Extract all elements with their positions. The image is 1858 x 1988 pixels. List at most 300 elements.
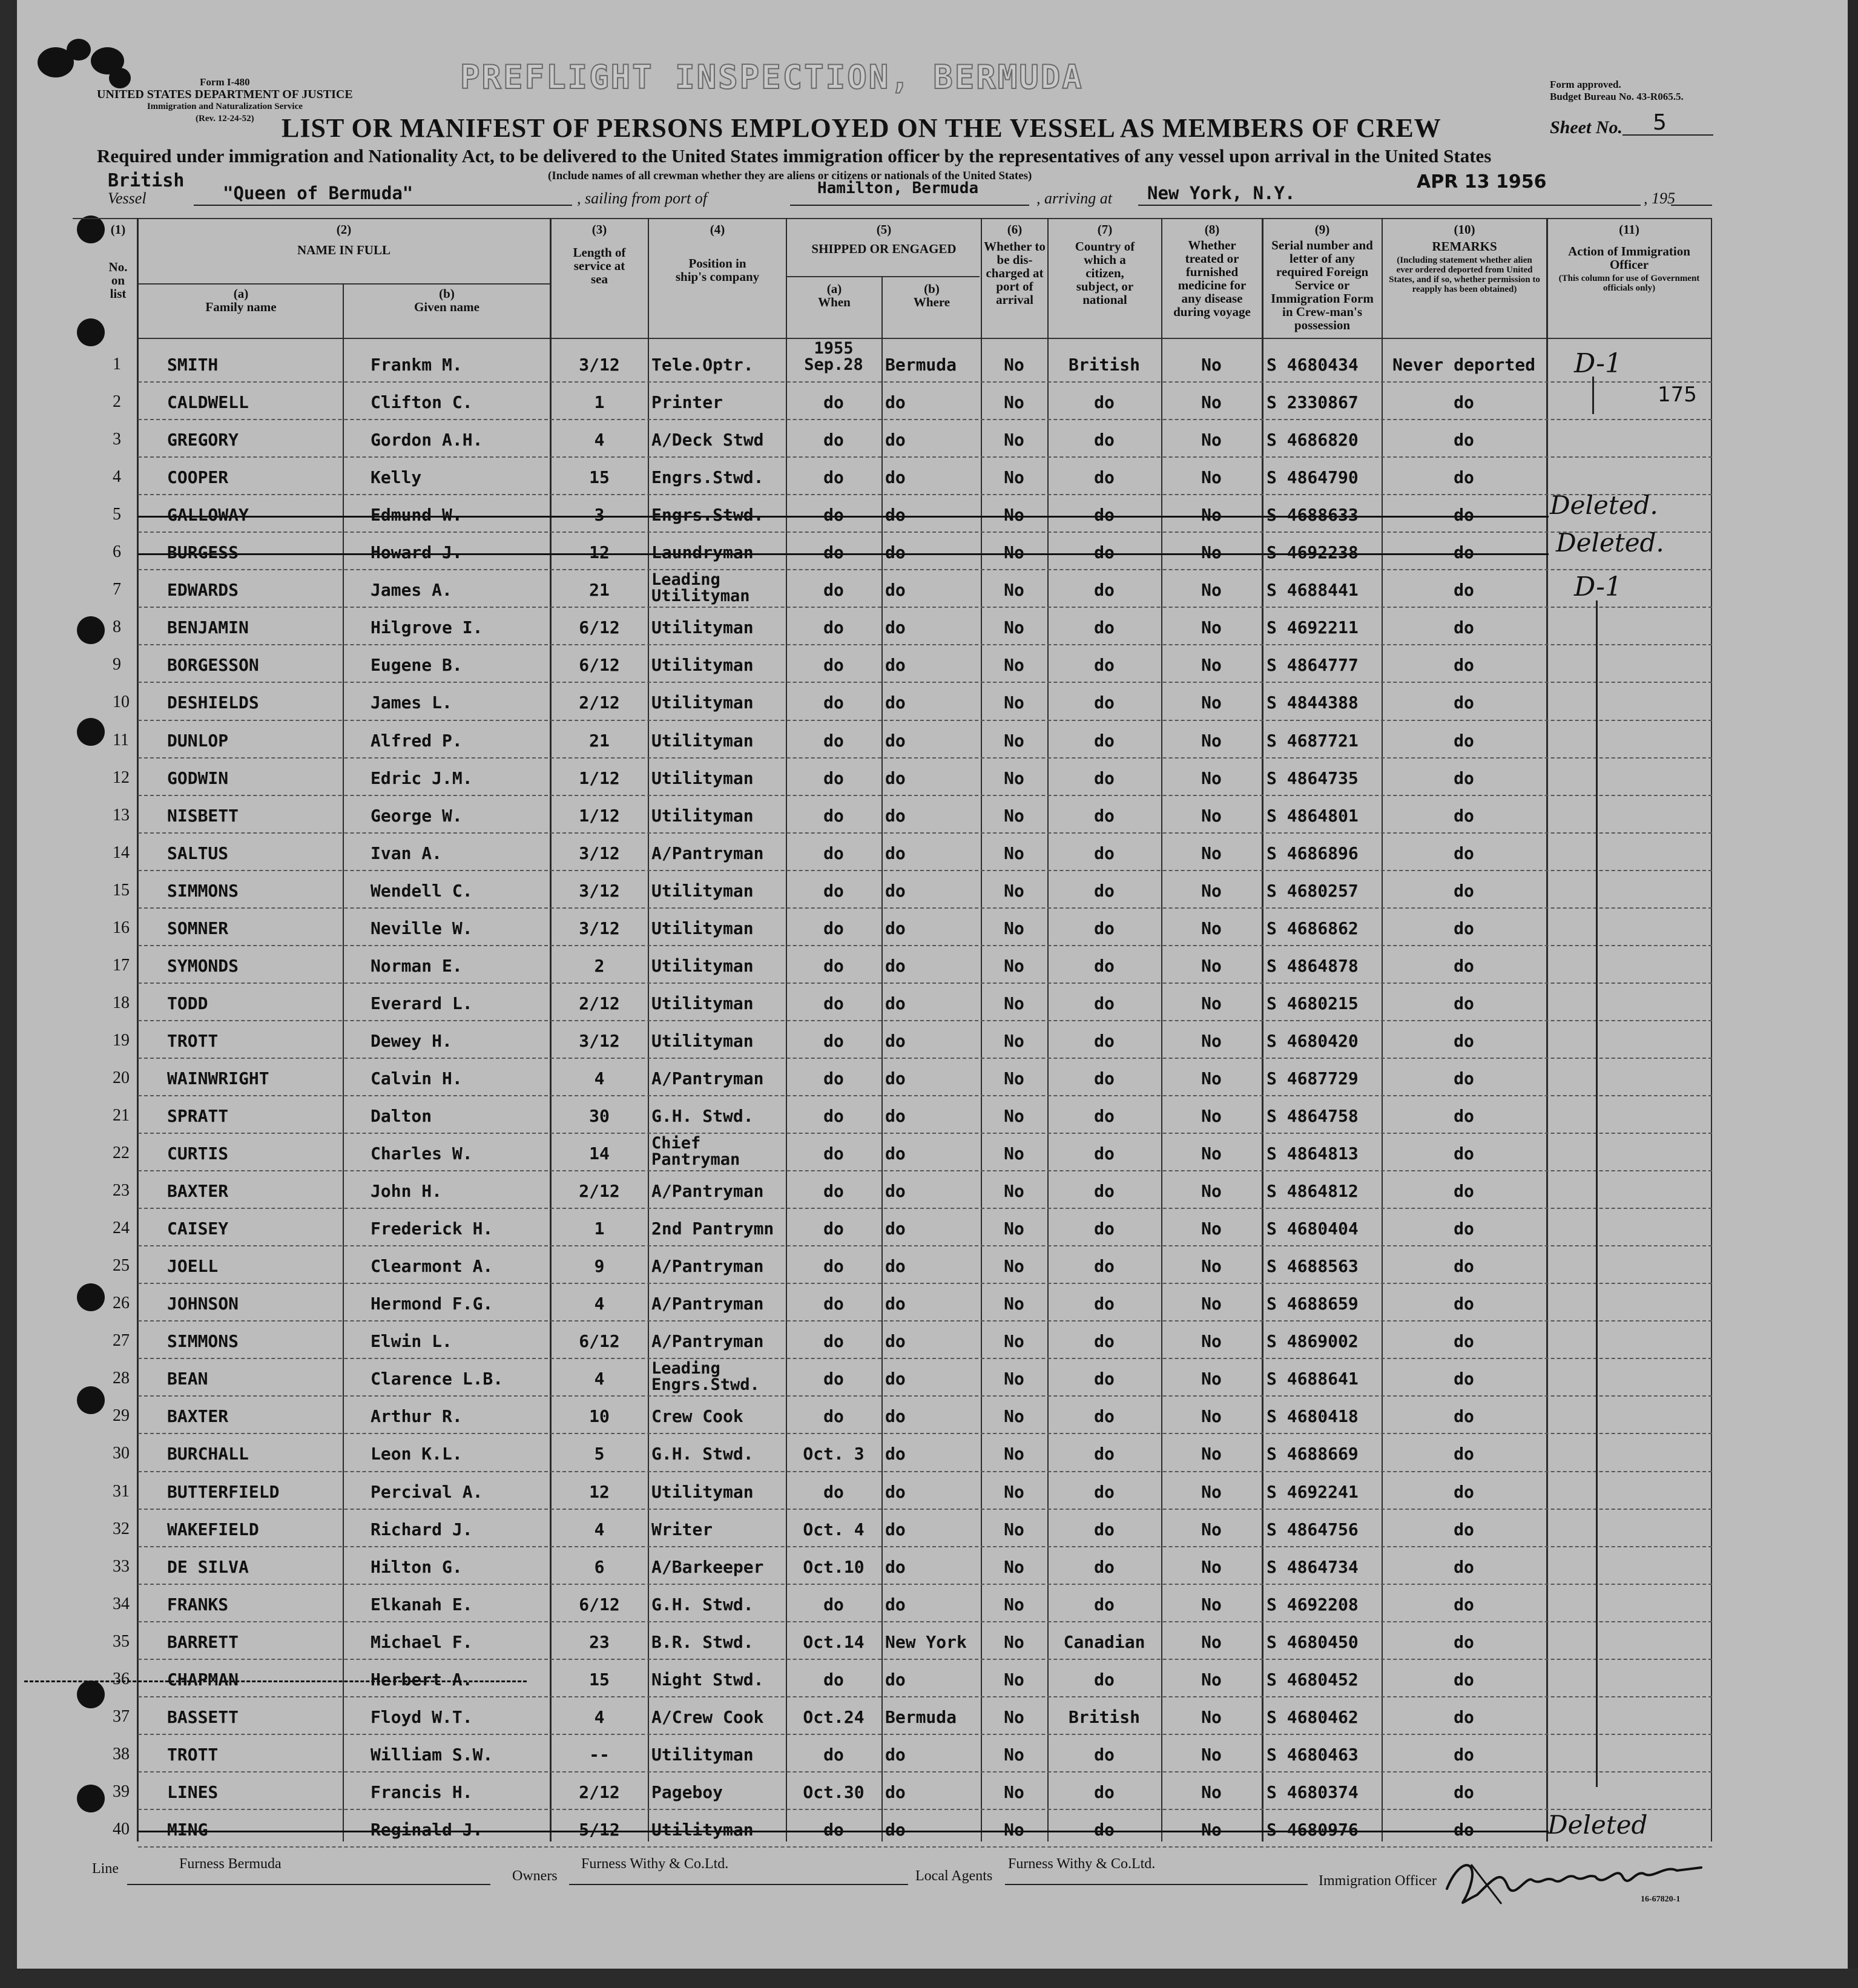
shipped-when: do (823, 1030, 844, 1051)
shipped-when: do (823, 880, 844, 901)
serial-number: S 4680215 (1267, 993, 1359, 1013)
row-number: 7 (113, 580, 121, 599)
col-header-given (345, 287, 549, 314)
col-sublabel: (This column for use of Government officials only) (1558, 274, 1700, 293)
given-name: Herbert A. (371, 1669, 473, 1690)
position (651, 1135, 740, 1168)
position: Utilityman (651, 730, 754, 751)
shipped-where: do (885, 1219, 906, 1239)
table-row (0, 1735, 1858, 1772)
strike-through-line (138, 553, 1549, 555)
shipped-where: do (885, 617, 906, 638)
page-title: LIST OR MANIFEST OF PERSONS EMPLOYED ON THE VESSEL AS MEMBERS OF CREW (282, 113, 1441, 143)
shipped-when: do (823, 655, 844, 676)
col-header-when (788, 282, 880, 309)
serial-number: S 4864801 (1267, 805, 1359, 826)
shipped-where: do (885, 843, 906, 863)
remarks: do (1454, 1669, 1474, 1690)
length-of-service: 21 (589, 580, 610, 601)
position: Pageboy (651, 1782, 723, 1802)
table-row (0, 420, 1858, 458)
discharged: No (1004, 1181, 1024, 1202)
officer-note-deleted: Deleted. (1556, 528, 1664, 558)
serial-number: S 4688441 (1267, 580, 1359, 601)
remarks: do (1454, 1481, 1474, 1502)
remarks: do (1454, 1331, 1474, 1352)
given-name: Edric J.M. (371, 768, 473, 788)
col-header-shipped (788, 223, 980, 255)
row-number: 16 (113, 918, 130, 937)
discharged: No (1004, 1556, 1024, 1577)
col-sublabel: (Including statement whether alien ever ordered deported from United States, and if so, whether permission to reapply has been obtained) (1389, 255, 1540, 294)
discharged: No (1004, 542, 1024, 563)
position: G.H. Stwd. (651, 1106, 754, 1126)
discharged: No (1004, 693, 1024, 713)
family-name: LINES (167, 1782, 219, 1802)
given-name: Hermond F.G. (371, 1294, 493, 1314)
discharged: No (1004, 1331, 1024, 1352)
length-of-service: 4 (594, 1707, 605, 1727)
position: Utilityman (651, 918, 754, 938)
given-name: Hilgrove I. (371, 617, 483, 638)
country: do (1094, 655, 1115, 676)
family-name: BAXTER (167, 1406, 229, 1427)
treated: No (1201, 1256, 1222, 1277)
shipped-when: Oct.10 (803, 1556, 865, 1577)
serial-number: S 4688659 (1267, 1294, 1359, 1314)
shipped-when: Oct. 3 (803, 1444, 865, 1464)
shipped-when: do (823, 955, 844, 976)
given-name: Frederick H. (371, 1219, 493, 1239)
discharged: No (1004, 1631, 1024, 1652)
row-number: 30 (113, 1444, 130, 1463)
shipped-when: do (823, 505, 844, 525)
length-of-service: 4 (594, 1369, 605, 1389)
position: Utilityman (651, 655, 754, 676)
length-of-service: 6 (594, 1556, 605, 1577)
family-name: WAINWRIGHT (167, 1068, 269, 1088)
position: Utilityman (651, 955, 754, 976)
table-row (0, 946, 1858, 984)
strike-through-line (138, 1831, 1549, 1832)
country: do (1094, 580, 1115, 601)
shipped-when: do (823, 1481, 844, 1502)
remarks: do (1454, 1406, 1474, 1427)
family-name: CURTIS (167, 1144, 229, 1164)
shipped-when: do (823, 993, 844, 1013)
table-row (0, 759, 1858, 796)
given-name: Ivan A. (371, 843, 443, 863)
treated: No (1201, 880, 1222, 901)
family-name: MING (167, 1819, 208, 1840)
remarks: do (1454, 655, 1474, 676)
family-name: BURGESS (167, 542, 239, 563)
position-line: Pantryman (651, 1150, 740, 1170)
table-row (0, 1171, 1858, 1209)
length-of-service: 4 (594, 1068, 605, 1088)
family-name: JOHNSON (167, 1294, 239, 1314)
position: Night Stwd. (651, 1669, 764, 1690)
sheet-underline (1622, 134, 1713, 136)
table-row (0, 1134, 1858, 1171)
country: do (1094, 1556, 1115, 1577)
treated: No (1201, 1030, 1222, 1051)
country: do (1094, 1294, 1115, 1314)
shipped-where: do (885, 993, 906, 1013)
col-header-country (1050, 223, 1160, 306)
remarks: do (1454, 1631, 1474, 1652)
col-num: (10) (1454, 222, 1475, 237)
treated: No (1201, 918, 1222, 938)
length-of-service: 1 (594, 392, 605, 413)
discharged: No (1004, 880, 1024, 901)
serial-number: S 4680404 (1267, 1219, 1359, 1239)
shipped-when: Oct.24 (803, 1707, 865, 1727)
given-name: Leon K.L. (371, 1444, 463, 1464)
treated: No (1201, 580, 1222, 601)
treated: No (1201, 843, 1222, 863)
row-number: 36 (113, 1669, 130, 1688)
serial-number: S 4844388 (1267, 693, 1359, 713)
col-label: Family name (205, 300, 277, 314)
given-name: Elkanah E. (371, 1594, 473, 1614)
col-header-position (650, 223, 785, 283)
row-number: 15 (113, 880, 130, 900)
serial-number: S 4680452 (1267, 1669, 1359, 1690)
length-of-service: 12 (589, 1481, 610, 1502)
length-of-service: 4 (594, 1294, 605, 1314)
shipped-date: Sep.28 (804, 355, 863, 374)
remarks: do (1454, 1030, 1474, 1051)
discharged: No (1004, 430, 1024, 450)
row-number: 23 (113, 1181, 130, 1200)
shipped-year: 1955 (814, 339, 854, 358)
shipped-where: Bermuda (885, 355, 957, 375)
serial-number: S 4688633 (1267, 505, 1359, 525)
form-number: Form I-480 (200, 76, 250, 88)
country: do (1094, 1369, 1115, 1389)
shipped-when: do (823, 617, 844, 638)
discharged: No (1004, 1068, 1024, 1088)
family-name: DE SILVA (167, 1556, 249, 1577)
discharged: No (1004, 730, 1024, 751)
col-label: NAME IN FULL (297, 243, 390, 257)
remarks: do (1454, 1519, 1474, 1539)
treated: No (1201, 655, 1222, 676)
position (651, 571, 750, 604)
treated: No (1201, 617, 1222, 638)
footer-underline (127, 1884, 490, 1885)
country: do (1094, 768, 1115, 788)
row-number: 17 (113, 955, 130, 975)
shipped-when: do (823, 1256, 844, 1277)
country: do (1094, 955, 1115, 976)
remarks: do (1454, 880, 1474, 901)
treated: No (1201, 505, 1222, 525)
serial-number: S 4680420 (1267, 1030, 1359, 1051)
family-name: BEAN (167, 1369, 208, 1389)
length-of-service: 3/12 (579, 843, 620, 863)
position: Tele.Optr. (651, 355, 754, 375)
serial-number: S 4680257 (1267, 880, 1359, 901)
given-name: Francis H. (371, 1782, 473, 1802)
given-name: Dalton (371, 1106, 432, 1126)
discharged: No (1004, 1294, 1024, 1314)
row-separator (138, 1846, 1712, 1848)
remarks: do (1454, 1068, 1474, 1088)
serial-number: S 4864790 (1267, 467, 1359, 488)
remarks: do (1454, 1782, 1474, 1802)
given-name: James A. (371, 580, 452, 601)
col-num: (2) (336, 222, 352, 237)
length-of-service: 1 (594, 1219, 605, 1239)
family-name: NISBETT (167, 805, 239, 826)
col-label: Whether treated or furnished medicine for any disease during voyage (1173, 238, 1251, 319)
treated: No (1201, 805, 1222, 826)
shipped-when: do (823, 1369, 844, 1389)
serial-number: S 4680434 (1267, 355, 1359, 375)
family-name: BAXTER (167, 1181, 229, 1202)
position: Utilityman (651, 993, 754, 1013)
country: do (1094, 880, 1115, 901)
col-num: (b) (439, 286, 455, 301)
shipped-when: do (823, 1594, 844, 1614)
serial-number: S 4687721 (1267, 730, 1359, 751)
remarks: do (1454, 1707, 1474, 1727)
given-name: Calvin H. (371, 1068, 463, 1088)
country: do (1094, 1819, 1115, 1840)
treated: No (1201, 1744, 1222, 1765)
strike-through-line (138, 516, 1549, 518)
position: Writer (651, 1519, 713, 1539)
col-label: No. on list (108, 260, 128, 301)
given-name: Clarence L.B. (371, 1369, 504, 1389)
col-num: (6) (1007, 222, 1023, 237)
row-number: 38 (113, 1744, 130, 1763)
sailing-label: , sailing from port of (577, 189, 708, 207)
length-of-service: 5 (594, 1444, 605, 1464)
shipped-where: do (885, 1406, 906, 1427)
family-name: BURCHALL (167, 1444, 249, 1464)
position-line: Leading (651, 570, 720, 590)
row-number: 19 (113, 1030, 130, 1050)
country: do (1094, 542, 1115, 563)
given-name: Neville W. (371, 918, 473, 938)
family-name: SYMONDS (167, 955, 239, 976)
position-line: Leading (651, 1359, 720, 1378)
serial-number: S 4686820 (1267, 430, 1359, 450)
shipped-when: do (823, 693, 844, 713)
row-number: 9 (113, 655, 121, 674)
col-num: (b) (924, 281, 940, 296)
discharged: No (1004, 1707, 1024, 1727)
country: do (1094, 918, 1115, 938)
col-header-name (139, 223, 549, 257)
row-number: 20 (113, 1068, 130, 1087)
country: do (1094, 1744, 1115, 1765)
row-number: 31 (113, 1481, 130, 1501)
remarks: do (1454, 1819, 1474, 1840)
shipped-when: do (823, 1106, 844, 1126)
discharged: No (1004, 617, 1024, 638)
shipped-where: do (885, 730, 906, 751)
country: do (1094, 617, 1115, 638)
year-label: , 195 (1644, 189, 1675, 207)
arrival-date-stamp: APR 13 1956 (1417, 171, 1547, 193)
table-row (0, 1697, 1858, 1735)
length-of-service: 4 (594, 1519, 605, 1539)
discharged: No (1004, 805, 1024, 826)
shipped-where: do (885, 1556, 906, 1577)
table-row (0, 1772, 1858, 1810)
officer-bracket-line (1596, 601, 1598, 1787)
row-number: 22 (113, 1144, 130, 1163)
remarks: do (1454, 392, 1474, 413)
given-name: Percival A. (371, 1481, 483, 1502)
treated: No (1201, 1294, 1222, 1314)
given-name: Frankm M. (371, 355, 463, 375)
table-row (0, 1622, 1858, 1660)
treated: No (1201, 1406, 1222, 1427)
table-row (0, 1585, 1858, 1622)
col-label: Given name (414, 300, 479, 314)
remarks: do (1454, 1219, 1474, 1239)
port-underline (790, 205, 1029, 206)
position-line: Utilityman (651, 587, 750, 606)
table-row (0, 1359, 1858, 1397)
shipped-where: do (885, 1331, 906, 1352)
row-number: 27 (113, 1331, 130, 1351)
country: do (1094, 805, 1115, 826)
treated: No (1201, 1819, 1222, 1840)
serial-number: S 4680418 (1267, 1406, 1359, 1427)
discharged: No (1004, 1256, 1024, 1277)
table-row (0, 834, 1858, 871)
remarks: do (1454, 918, 1474, 938)
given-name: Clifton C. (371, 392, 473, 413)
shipped-when: do (823, 805, 844, 826)
col-num: (7) (1097, 222, 1113, 237)
length-of-service: 2 (594, 955, 605, 976)
family-name: WAKEFIELD (167, 1519, 259, 1539)
table-row (0, 1096, 1858, 1134)
serial-number: S 4864734 (1267, 1556, 1359, 1577)
discharged: No (1004, 505, 1024, 525)
family-name: SIMMONS (167, 880, 239, 901)
serial-number: S 4680463 (1267, 1744, 1359, 1765)
family-name: SPRATT (167, 1106, 229, 1126)
footer-underline (1005, 1884, 1308, 1885)
row-number: 13 (113, 805, 130, 824)
shipped-where: New York (885, 1631, 967, 1652)
col-num: (11) (1619, 222, 1639, 237)
required-statement: Required under immigration and Nationality Act, to be delivered to the United States immigration officer by the representatives of any vessel upon arrival in the United States (97, 145, 1492, 166)
position: Utilityman (651, 768, 754, 788)
row-number: 11 (113, 730, 129, 749)
position: Utilityman (651, 1030, 754, 1051)
given-name: Edmund W. (371, 505, 463, 525)
row-number: 34 (113, 1594, 130, 1613)
treated: No (1201, 542, 1222, 563)
shipped-when: do (823, 1331, 844, 1352)
family-name: BASSETT (167, 1707, 239, 1727)
remarks: do (1454, 1181, 1474, 1202)
discharged: No (1004, 1519, 1024, 1539)
remarks: Never deported (1392, 355, 1535, 375)
length-of-service: 6/12 (579, 617, 620, 638)
shipped-where: do (885, 1144, 906, 1164)
row-number: 6 (113, 542, 121, 562)
family-name: JOELL (167, 1256, 219, 1277)
shipped-when: do (823, 768, 844, 788)
col-label: Serial number and letter of any required Foreign Service or Immigration Form in Crew-man's possession (1271, 238, 1374, 332)
family-name: COOPER (167, 467, 229, 488)
treated: No (1201, 955, 1222, 976)
remarks: do (1454, 693, 1474, 713)
country: do (1094, 730, 1115, 751)
table-row (0, 909, 1858, 946)
remarks: do (1454, 1144, 1474, 1164)
country: do (1094, 993, 1115, 1013)
position: G.H. Stwd. (651, 1444, 754, 1464)
shipped-where: do (885, 918, 906, 938)
serial-number: S 4686862 (1267, 918, 1359, 938)
length-of-service: 6/12 (579, 1331, 620, 1352)
serial-number: S 4864758 (1267, 1106, 1359, 1126)
position: Laundryman (651, 542, 754, 563)
department-name: UNITED STATES DEPARTMENT OF JUSTICE (97, 88, 353, 101)
country: do (1094, 693, 1115, 713)
serial-number: S 4680462 (1267, 1707, 1359, 1727)
discharged: No (1004, 1030, 1024, 1051)
discharged: No (1004, 1406, 1024, 1427)
remarks: do (1454, 843, 1474, 863)
serial-number: S 4864813 (1267, 1144, 1359, 1164)
col-num: (a) (826, 281, 842, 296)
given-name: John H. (371, 1181, 443, 1202)
remarks: do (1454, 430, 1474, 450)
row-number: 37 (113, 1707, 130, 1726)
arriving-port: New York, N.Y. (1147, 183, 1296, 203)
family-name: TODD (167, 993, 208, 1013)
discharged: No (1004, 1106, 1024, 1126)
preflight-stamp: PREFLIGHT INSPECTION, BERMUDA (460, 58, 1084, 96)
table-row (0, 1547, 1858, 1585)
serial-number: S 4869002 (1267, 1331, 1359, 1352)
footer-officer-label: Immigration Officer (1319, 1873, 1437, 1889)
footer-line-value: Furness Bermuda (179, 1856, 282, 1872)
vessel-underline (194, 205, 572, 206)
discharged: No (1004, 1144, 1024, 1164)
shipped-where: do (885, 1519, 906, 1539)
shipped-when: Oct.30 (803, 1782, 865, 1802)
country: do (1094, 843, 1115, 863)
shipped-when: do (823, 1406, 844, 1427)
remarks: do (1454, 1106, 1474, 1126)
treated: No (1201, 730, 1222, 751)
serial-number: S 4680374 (1267, 1782, 1359, 1802)
sailing-port: Hamilton, Bermuda (817, 179, 979, 197)
serial-number: S 4692241 (1267, 1481, 1359, 1502)
discharged: No (1004, 1369, 1024, 1389)
position: Utilityman (651, 1819, 754, 1840)
shipped-where: do (885, 1782, 906, 1802)
given-name: Wendell C. (371, 880, 473, 901)
treated: No (1201, 1631, 1222, 1652)
position: Utilityman (651, 1744, 754, 1765)
length-of-service: 15 (589, 1669, 610, 1690)
footer-agents-label: Local Agents (915, 1868, 993, 1884)
